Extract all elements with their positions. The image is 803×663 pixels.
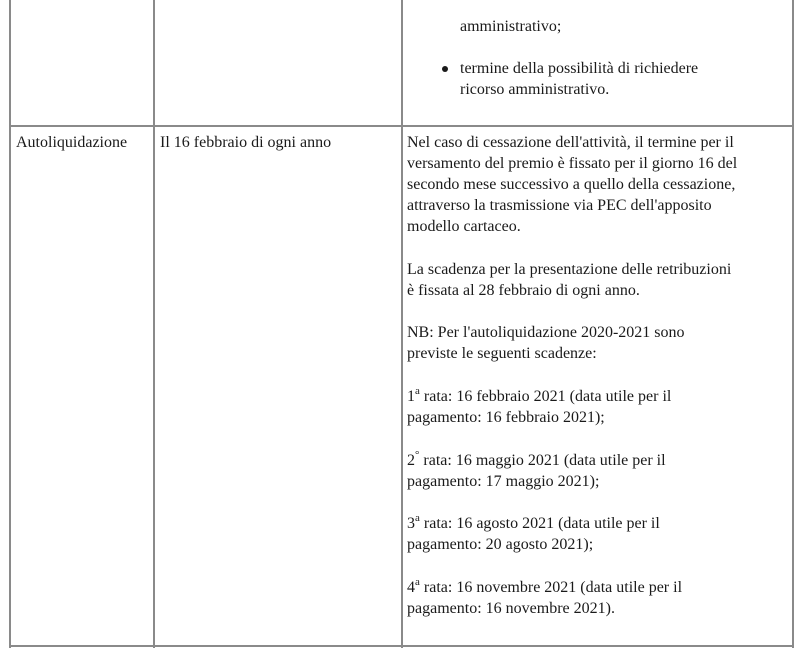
notes-paragraph bbox=[407, 259, 731, 301]
installment-ordinal: a bbox=[415, 575, 420, 588]
notes-paragraph bbox=[407, 322, 685, 364]
row-deadline-cell: Il 16 febbraio di ogni anno bbox=[160, 134, 332, 151]
installment-paragraph bbox=[407, 577, 682, 619]
installment-line: pagamento: 20 agosto 2021); bbox=[407, 536, 594, 553]
installment-ordinal: a bbox=[415, 511, 420, 524]
notes-line: Nel caso di cessazione dell'attività, il termine per il bbox=[407, 134, 734, 151]
installment-ordinal: a bbox=[415, 384, 420, 397]
notes-line: versamento del premio è fissato per il giorno 16 del bbox=[407, 155, 738, 172]
installment-number: 4 bbox=[407, 579, 415, 596]
installment-text: rata: 16 maggio 2021 (data utile per il bbox=[419, 452, 666, 469]
table-border-bottom bbox=[9, 645, 794, 647]
table-border-right bbox=[792, 0, 794, 648]
installment-number: 3 bbox=[407, 515, 415, 532]
notes-line: è fissata al 28 febbraio di ogni anno. bbox=[407, 282, 640, 299]
installment-number: 1 bbox=[407, 388, 415, 405]
notes-line: modello cartaceo. bbox=[407, 218, 521, 235]
installment-line: pagamento: 17 maggio 2021); bbox=[407, 473, 600, 490]
notes-paragraph bbox=[407, 132, 737, 237]
row-divider bbox=[9, 125, 794, 127]
column-divider-2 bbox=[401, 0, 403, 648]
notes-line: secondo mese successivo a quello della cessazione, bbox=[407, 176, 736, 193]
installment-line: pagamento: 16 febbraio 2021); bbox=[407, 409, 605, 426]
bullet-continuation-text: amministrativo; bbox=[460, 18, 562, 35]
bullet-item-line: termine della possibilità di richiedere bbox=[460, 60, 699, 77]
notes-line: La scadenza per la presentazione delle retribuzioni bbox=[407, 261, 732, 278]
installment-paragraph bbox=[407, 513, 660, 555]
installment-line bbox=[407, 513, 660, 534]
row-name-cell: Autoliquidazione bbox=[16, 134, 128, 151]
bullet-item bbox=[460, 58, 698, 100]
installment-line: pagamento: 16 novembre 2021). bbox=[407, 600, 615, 617]
installment-line bbox=[407, 450, 666, 471]
installment-paragraph bbox=[407, 450, 666, 492]
column-divider-1 bbox=[153, 0, 155, 648]
bullet-item-line: ricorso amministrativo. bbox=[460, 81, 610, 98]
installment-text: rata: 16 febbraio 2021 (data utile per il bbox=[419, 388, 672, 405]
installment-text: rata: 16 agosto 2021 (data utile per il bbox=[419, 515, 660, 532]
installment-ordinal: ° bbox=[415, 448, 420, 461]
notes-line: NB: Per l'autoliquidazione 2020-2021 sono bbox=[407, 324, 685, 341]
installment-text: rata: 16 novembre 2021 (data utile per il bbox=[419, 579, 683, 596]
installment-line bbox=[407, 577, 682, 598]
table-border-left bbox=[9, 0, 11, 648]
notes-line: previste le seguenti scadenze: bbox=[407, 345, 597, 362]
bullet-marker bbox=[442, 66, 448, 72]
installment-paragraph bbox=[407, 386, 671, 428]
notes-line: attraverso la trasmissione via PEC dell'apposito bbox=[407, 197, 712, 214]
installment-number: 2 bbox=[407, 452, 415, 469]
installment-line bbox=[407, 386, 671, 407]
